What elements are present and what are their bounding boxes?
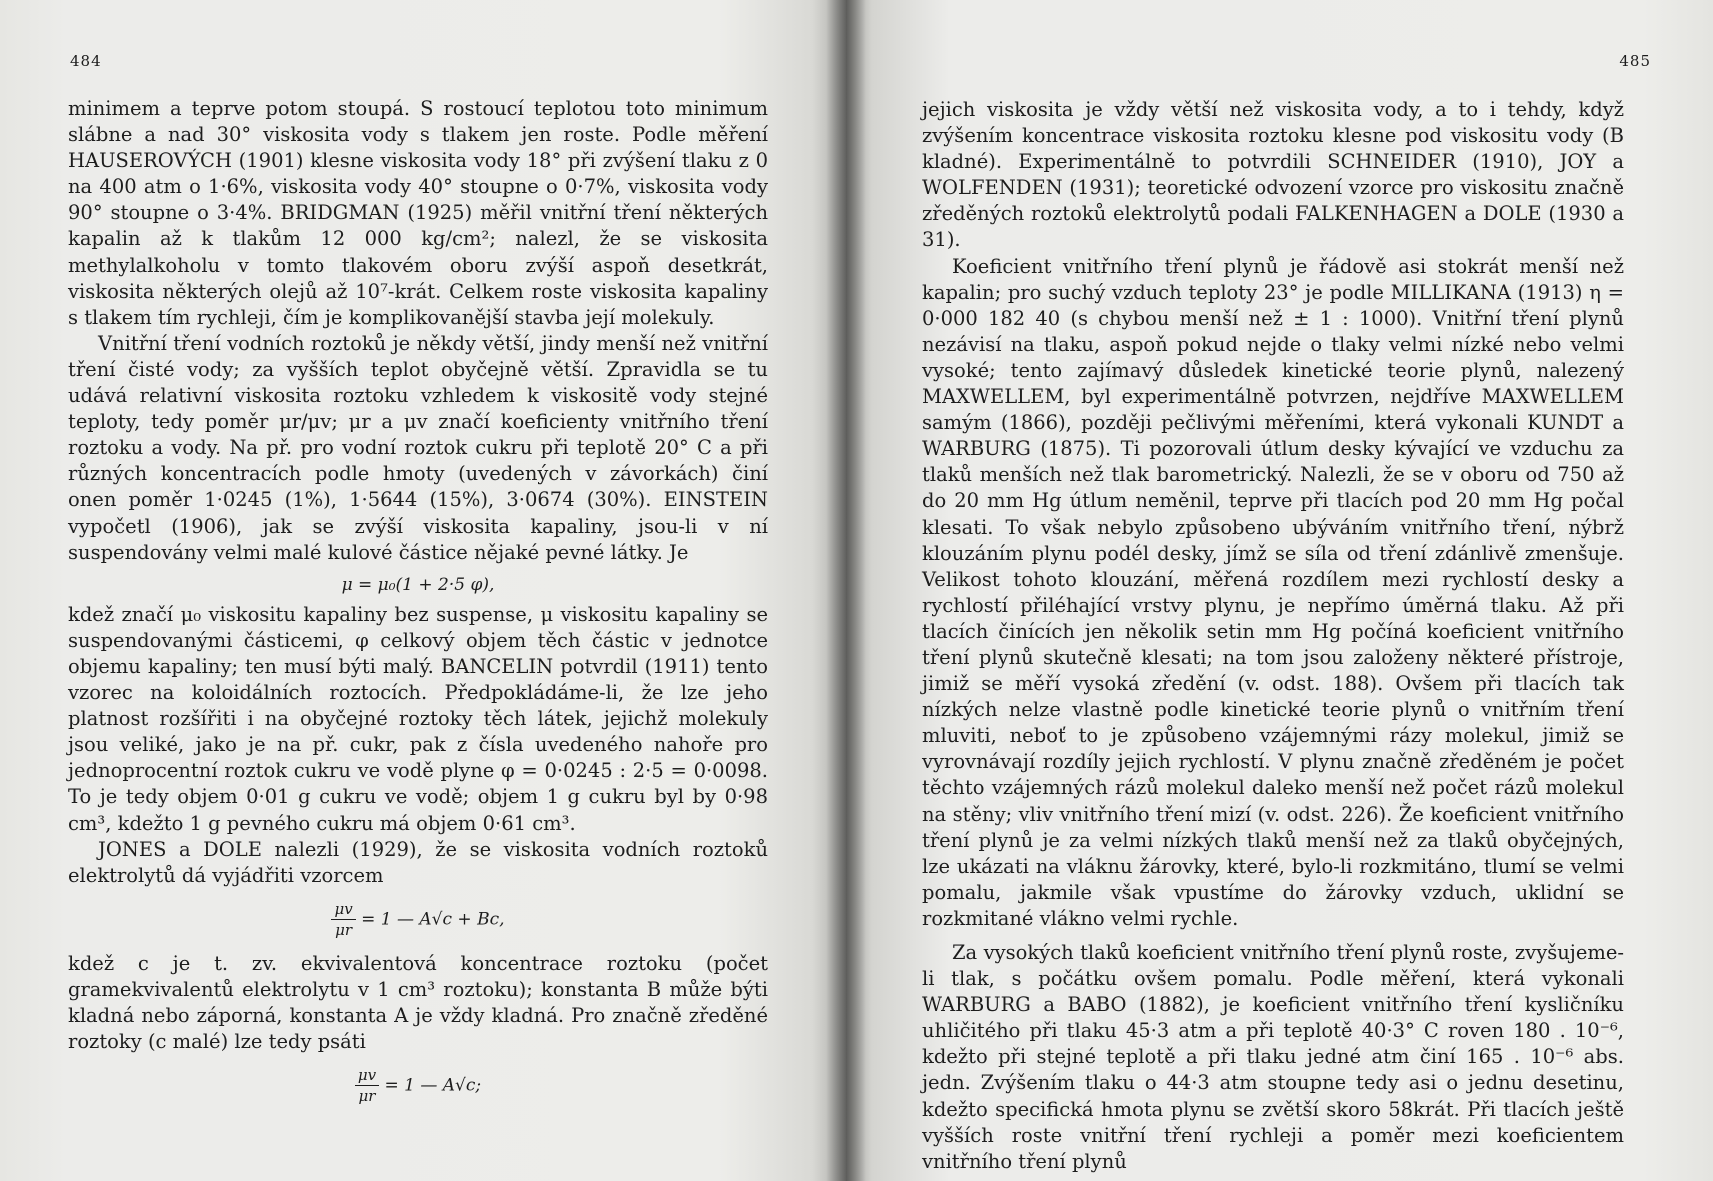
paragraph: kdež c je t. zv. ekvivalentová koncentrace roztoku (počet gramekvivalentů elektrolytu v 1 cm³ roztoku); konstanta B může býti kladná nebo záporná, konstanta A je vždy kladná. Pro značně zředěné roztoky (c malé) lze tedy psáti: [68, 951, 768, 1054]
paragraph: minimem a teprve potom stoupá. S rostoucí teplotou toto minimum slábne a nad 30° viskosita vody s tlakem jen roste. Podle měření HAUSEROVÝCH (1901) klesne viskosita vody 18° při zvýšení tlaku z 0 na 400 atm o 1·6%, viskosita vody 40° stoupne o 0·7%, viskosita vody 90° stoupne o 3·4%. BRIDGMAN (1925) měřil vnitřní tření některých kapalin až k tlakům 12 000 kg/cm²; nalezl, že se viskosita methylalkoholu v tomto tlakovém oboru zvýší aspoň desetkrát, viskosita některých olejů až 10⁷-krát. Celkem roste viskosita kapaliny s tlakem tím rychleji, čím je komplikovanější stavba její molekuly.: [68, 97, 768, 329]
paragraph: Koeficient vnitřního tření plynů je řádově asi stokrát menší než kapalin; pro suchý vzduch teploty 23° je podle MILLIKANA (1913) η = 0·000 182 40 (s chybou menší než ± 1 : 1000). Vnitřní tření plynů nezávisí na tlaku, aspoň pokud nejde o tlaky velmi nízké nebo velmi vysoké; tento zajímavý důsledek kinetické teorie plynů, nalezený MAXWELLEM, byl experimentálně potvrzen, nejdříve MAXWELLEM samým (1866), později pečlivými měřeními, která vykonali KUNDT a WARBURG (1875). Ti pozorovali útlum desky kývající ve vzduchu za tlaků menších než tlak barometrický. Nalezli, že se v oboru od 750 až do 20 mm Hg útlum neměnil, teprve při tlacích pod 20 mm Hg počal klesati. To však nebylo způsobeno ubýváním vnitřního tření, nýbrž klouzáním plynu podél desky, jímž se síla od tření zdánlivě zmenšuje. Velikost tohoto klouzání, měřená rozdílem mezi rychlostí desky a rychlostí přiléhající vrstvy plynu, je nepřímo úměrná tlaku. Až při tlacích činících jen několik setin mm Hg počíná koeficient vnitřního tření plynů skutečně klesati; na tom jsou založeny některé přístroje, jimiž se měří vysoká zředění (v. odst. 188). Ovšem při tlacích tak nízkých nelze vlastně podle kinetické teorie plynů o vnitřním tření mluviti, neboť to je způsobeno vzájemnými rázy molekul, jimiž se vyrovnávají rozdíly jejich rychlostí. V plynu značně zředěném je počet těchto vzájemných rázů molekul daleko menší než počet rázů molekul na stěny; vliv vnitřního tření mizí (v. odst. 226). Že koeficient vnitřního tření plynů je za velmi nízkých tlaků menší než za tlaků obyčejných, lze ukázati na vláknu žárovky, které, bylo-li rozkmitáno, tlumí se velmi pomalu, jakmile však vpustíme do žárovky vzduch, uklidní se rozkmitané vlákno velmi rychle.: [922, 254, 1624, 930]
formula-einstein: μ = μ₀(1 + 2·5 φ),: [341, 574, 495, 595]
paragraph: kdež značí μ₀ viskositu kapaliny bez suspense, μ viskositu kapaliny se suspendovanými částicemi, φ celkový objem těch částic v jednotce objemu kapaliny; ten musí býti malý. BANCELIN potvrdil (1911) tento vzorec na koloidálních roztocích. Předpokládáme-li, že lze jeho platnost rozšířiti i na obyčejné roztoky těch látek, jejichž molekuly jsou veliké, jako je na př. cukr, pak z čísla uvedeného nahoře pro jednoprocentní roztok cukru ve vodě plyne φ = 0·0245 : 2·5 = 0·0098. To je tedy objem 0·01 g cukru ve vodě; objem 1 g cukru byl by 0·98 cm³, kdežto 1 g pevného cukru má objem 0·61 cm³.: [68, 602, 768, 835]
formula-dilute: $\frac{\mu v}{\mu r}$ = 1 — A√c;: [68, 1065, 768, 1109]
right-page: [846, 0, 1713, 1181]
page-number-right: 485: [1619, 52, 1651, 70]
right-page-text: [922, 97, 1624, 1175]
paragraph: jejich viskosita je vždy větší než viskosita vody, a to i tehdy, když zvýšením koncentrace viskosita roztoku klesne pod viskositu vody (B kladné). Experimentálně to potvrdili SCHNEIDER (1910), JOY a WOLFENDEN (1931); teoretické odvození vzorce pro viskositu značně zředěných roztoků elektrolytů podali FALKENHAGEN a DOLE (1930 a 31).: [922, 98, 1624, 252]
book-gutter: [826, 0, 866, 1181]
paragraph: JONES a DOLE nalezli (1929), že se viskosita vodních roztoků elektrolytů dá vyjádřiti vzorcem: [68, 837, 768, 887]
page-number-left: 484: [70, 52, 102, 70]
formula-jones-dole: $\frac{\mu v}{\mu r}$ = 1 — A√c + Bc,: [68, 899, 768, 943]
fraction: $\frac{\mu v}{\mu r}$: [355, 1065, 379, 1106]
left-page: [0, 0, 846, 1181]
paragraph: Za vysokých tlaků koeficient vnitřního tření plynů roste, zvyšujeme-li tlak, s počátku ovšem pomalu. Podle měření, která vykonali WARBURG a BABO (1882), je koeficient vnitřního tření kysličníku uhličitého při tlaku 45·3 atm a při teplotě 40·3° C roven 180 . 10⁻⁶, kdežto při stejné teplotě a při tlaku jedné atm činí 165 . 10⁻⁶ abs. jedn. Zvýšením tlaku o 44·3 atm stoupne tedy asi o jednu desetinu, kdežto specifická hmota plynu se zvětší skoro 58krát. Při tlacích ještě vyšších roste vnitřní tření rychleji a poměr mezi koeficientem vnitřního tření plynů: [922, 941, 1624, 1173]
left-page-text: [68, 96, 768, 1117]
fraction: $\frac{\mu v}{\mu r}$: [331, 899, 355, 940]
paragraph: Vnitřní tření vodních roztoků je někdy větší, jindy menší než vnitřní tření čisté vody; za vyšších teplot obyčejně větší. Zpravidla se tu udává relativní viskosita roztoku vzhledem k viskositě vody stejné teploty, tedy poměr μr/μv; μr a μv značí koeficienty vnitřního tření roztoku a vody. Na př. pro vodní roztok cukru při teplotě 20° C a při různých koncentracích podle hmoty (uvedených v závorkách) činí onen poměr 1·0245 (1%), 1·5644 (15%), 3·0674 (30%). EINSTEIN vypočetl (1906), jak se zvýší viskosita kapaliny, jsou-li v ní suspendovány velmi malé kulové částice nějaké pevné látky. Je: [68, 331, 768, 564]
